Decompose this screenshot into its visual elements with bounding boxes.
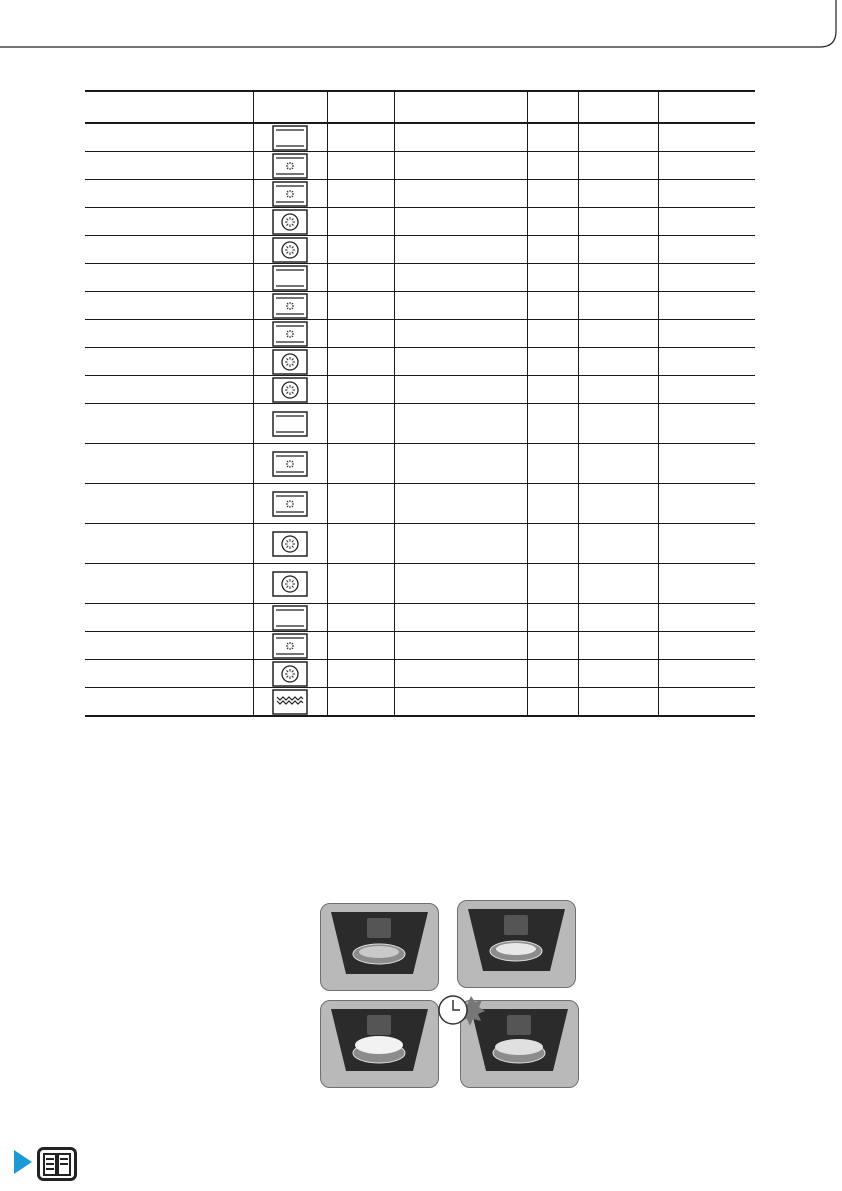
table-row [85,236,755,264]
cooking-mode-cell [253,320,327,348]
table-row [85,180,755,208]
cooking-mode-cell [253,123,327,152]
cooking-table [85,90,755,717]
table-cell [85,236,253,264]
document-icon [37,1147,77,1181]
crop-mark [0,0,842,60]
table-cell [527,688,578,717]
table-header-cell [527,91,578,123]
table-cell [394,208,527,236]
table-cell [85,180,253,208]
top-bottom-heat-icon [254,264,327,291]
table-cell [658,348,755,376]
table-cell [85,688,253,717]
table-cell [527,524,578,564]
cooking-mode-cell [253,484,327,524]
table-header-cell [394,91,527,123]
table-cell [394,688,527,717]
table-cell [578,264,658,292]
table-cell [327,152,394,180]
table-cell [85,123,253,152]
table-cell [578,348,658,376]
table-cell [327,123,394,152]
table-cell [658,444,755,484]
table-cell [85,632,253,660]
cooking-mode-cell [253,348,327,376]
table-cell [658,320,755,348]
cooking-mode-cell [253,236,327,264]
table-cell [658,524,755,564]
table-cell [394,632,527,660]
oven-illustration [320,900,576,1090]
table-cell [85,152,253,180]
fan-heat-icon [254,524,327,563]
table-cell [578,564,658,604]
table-cell [578,632,658,660]
top-bottom-fan-icon [254,444,327,483]
table-cell [578,320,658,348]
table-cell [578,404,658,444]
table-cell [578,688,658,717]
table-cell [527,484,578,524]
oven-panel-3 [320,1000,439,1088]
cooking-mode-cell [253,604,327,632]
top-bottom-fan-icon [254,484,327,523]
top-bottom-fan-icon [254,180,327,207]
table-cell [327,264,394,292]
table-cell [85,208,253,236]
table-cell [658,632,755,660]
table-header-cell [658,91,755,123]
table-cell [658,264,755,292]
table-cell [578,524,658,564]
table-header-row [85,91,755,123]
table-cell [394,348,527,376]
table-cell [527,320,578,348]
table-cell [85,376,253,404]
table-cell [327,236,394,264]
table-cell [85,404,253,444]
fan-heat-icon [254,236,327,263]
table-cell [327,180,394,208]
table-cell [327,348,394,376]
table-cell [85,292,253,320]
table-cell [527,292,578,320]
table-row [85,632,755,660]
top-bottom-heat-icon [254,404,327,443]
table-cell [394,376,527,404]
table-cell [578,660,658,688]
table-row [85,208,755,236]
table-cell [327,688,394,717]
table-row [85,376,755,404]
table-cell [394,564,527,604]
table-cell [578,292,658,320]
table-cell [527,208,578,236]
fan-heat-icon [254,348,327,375]
table-cell [85,320,253,348]
table-cell [327,444,394,484]
table-row [85,484,755,524]
table-row [85,123,755,152]
table-cell [527,152,578,180]
table-row [85,404,755,444]
table-cell [658,484,755,524]
table-cell [658,376,755,404]
table-header-cell [327,91,394,123]
cooking-mode-cell [253,444,327,484]
table-cell [327,404,394,444]
table-row [85,604,755,632]
table-cell [658,236,755,264]
table-cell [658,604,755,632]
table-cell [394,236,527,264]
table-cell [578,376,658,404]
table-header-cell [578,91,658,123]
top-bottom-fan-icon [254,292,327,319]
triangle-arrow-icon [14,1150,32,1174]
table-row [85,660,755,688]
table-cell [394,264,527,292]
oven-panel-1 [320,903,439,991]
cooking-mode-cell [253,688,327,717]
table-cell [327,376,394,404]
table-cell [658,564,755,604]
oven-panel-2 [457,900,576,988]
table-row [85,320,755,348]
cooking-mode-cell [253,524,327,564]
table-cell [394,604,527,632]
table-cell [527,632,578,660]
table-cell [327,320,394,348]
cooking-mode-cell [253,180,327,208]
table-row [85,524,755,564]
top-bottom-fan-icon [254,632,327,659]
table-cell [327,292,394,320]
fan-heat-icon [254,564,327,603]
table-cell [658,660,755,688]
table-cell [527,604,578,632]
grill-icon [254,688,327,715]
cooking-mode-cell [253,404,327,444]
table-cell [527,444,578,484]
table-cell [327,660,394,688]
table-cell [327,208,394,236]
table-cell [578,604,658,632]
cooking-mode-cell [253,292,327,320]
table-row [85,564,755,604]
table-row [85,348,755,376]
table-cell [527,660,578,688]
table-header-cell [85,91,253,123]
table-cell [327,524,394,564]
table-cell [394,404,527,444]
table-cell [578,484,658,524]
table-cell [658,180,755,208]
table-cell [527,348,578,376]
table-cell [394,484,527,524]
cooking-mode-cell [253,264,327,292]
table-cell [527,404,578,444]
table-cell [85,524,253,564]
cooking-mode-cell [253,208,327,236]
cooking-mode-cell [253,152,327,180]
table-cell [527,376,578,404]
top-bottom-fan-icon [254,152,327,179]
table-cell [394,660,527,688]
table-cell [85,564,253,604]
top-bottom-heat-icon [254,604,327,631]
table-cell [527,564,578,604]
table-cell [85,660,253,688]
table-row [85,444,755,484]
table-cell [578,236,658,264]
table-cell [658,404,755,444]
table-cell [658,208,755,236]
top-bottom-heat-icon [254,124,327,151]
table-cell [527,236,578,264]
fan-heat-icon [254,208,327,235]
table-cell [658,292,755,320]
top-bottom-fan-icon [254,320,327,347]
table-cell [85,444,253,484]
table-cell [527,180,578,208]
table-cell [578,444,658,484]
table-cell [394,123,527,152]
table-cell [394,152,527,180]
table-cell [394,524,527,564]
table-cell [394,292,527,320]
table-cell [394,320,527,348]
table-cell [85,264,253,292]
table-header-cell [253,91,327,123]
table-row [85,292,755,320]
table-cell [327,604,394,632]
table-cell [658,123,755,152]
cooking-mode-cell [253,632,327,660]
clock-icon [437,990,487,1030]
table-cell [327,632,394,660]
fan-heat-icon [254,660,327,687]
table-cell [658,152,755,180]
fan-heat-icon [254,376,327,403]
table-cell [527,264,578,292]
table-cell [85,604,253,632]
cooking-mode-cell [253,564,327,604]
table-cell [327,564,394,604]
table-cell [578,208,658,236]
table-cell [85,484,253,524]
table-cell [85,348,253,376]
table-row [85,152,755,180]
table-row [85,688,755,717]
cooking-mode-cell [253,660,327,688]
table-cell [578,123,658,152]
table-row [85,264,755,292]
cooking-mode-cell [253,376,327,404]
table-cell [394,444,527,484]
table-cell [578,180,658,208]
table-cell [658,688,755,717]
table-cell [578,152,658,180]
table-cell [394,180,527,208]
table-cell [527,123,578,152]
table-cell [327,484,394,524]
